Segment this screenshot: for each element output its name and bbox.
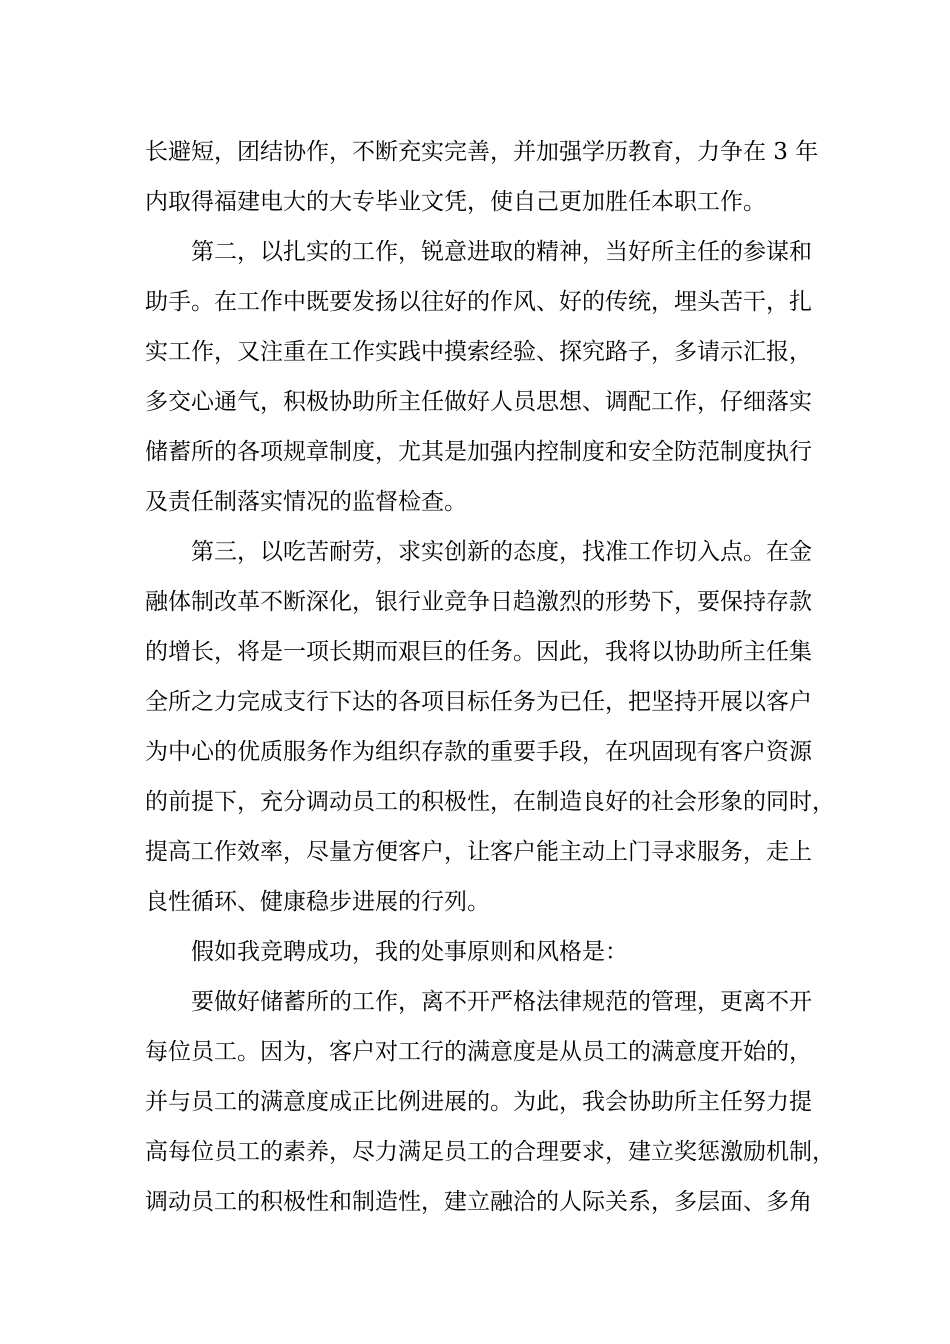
paragraph-start-line: 第三，以吃苦耐劳，求实创新的态度，找准工作切入点。在金	[191, 539, 812, 565]
paragraph-start-line: 假如我竞聘成功，我的处事原则和风格是：	[191, 939, 628, 965]
text-line: 并与员工的满意度成正比例进展的。为此，我会协助所主任努力提	[145, 1089, 812, 1115]
text-line: 的增长，将是一项长期而艰巨的任务。因此，我将以协助所主任集	[145, 639, 812, 665]
text-line: 内取得福建电大的大专毕业文凭，使自己更加胜任本职工作。	[145, 189, 766, 215]
paragraph-start-line: 第二，以扎实的工作，锐意进取的精神，当好所主任的参谋和	[191, 239, 812, 265]
text-line: 每位员工。因为，客户对工行的满意度是从员工的满意度开始的，	[145, 1039, 812, 1065]
text-line: 多交心通气，积极协助所主任做好人员思想、调配工作，仔细落实	[145, 389, 812, 415]
text-line: 实工作，又注重在工作实践中摸索经验、探究路子，多请示汇报，	[145, 339, 812, 365]
text-line: 提高工作效率，尽量方便客户，让客户能主动上门寻求服务，走上	[145, 839, 812, 865]
text-line: 助手。在工作中既要发扬以往好的作风、好的传统，埋头苦干，扎	[145, 289, 812, 315]
text-line: 融体制改革不断深化，银行业竞争日趋激烈的形势下，要保持存款	[145, 589, 812, 615]
text-line: 高每位员工的素养，尽力满足员工的合理要求，建立奖惩激励机制，	[145, 1139, 835, 1165]
text-line: 调动员工的积极性和制造性，建立融洽的人际关系，多层面、多角	[145, 1189, 812, 1215]
text-line: 长避短，团结协作，不断充实完善，并加强学历教育，力争在 3 年	[145, 139, 819, 165]
text-line: 全所之力完成支行下达的各项目标任务为已任，把坚持开展以客户	[145, 689, 812, 715]
text-line: 良性循环、健康稳步进展的行列。	[145, 889, 490, 915]
text-line: 及责任制落实情况的监督检查。	[145, 489, 467, 515]
paragraph-start-line: 要做好储蓄所的工作，离不开严格法律规范的管理，更离不开	[191, 989, 812, 1015]
text-line: 储蓄所的各项规章制度，尤其是加强内控制度和安全防范制度执行	[145, 439, 812, 465]
text-line: 为中心的优质服务作为组织存款的重要手段，在巩固现有客户资源	[145, 739, 812, 765]
text-line: 的前提下，充分调动员工的积极性，在制造良好的社会形象的同时，	[145, 789, 835, 815]
